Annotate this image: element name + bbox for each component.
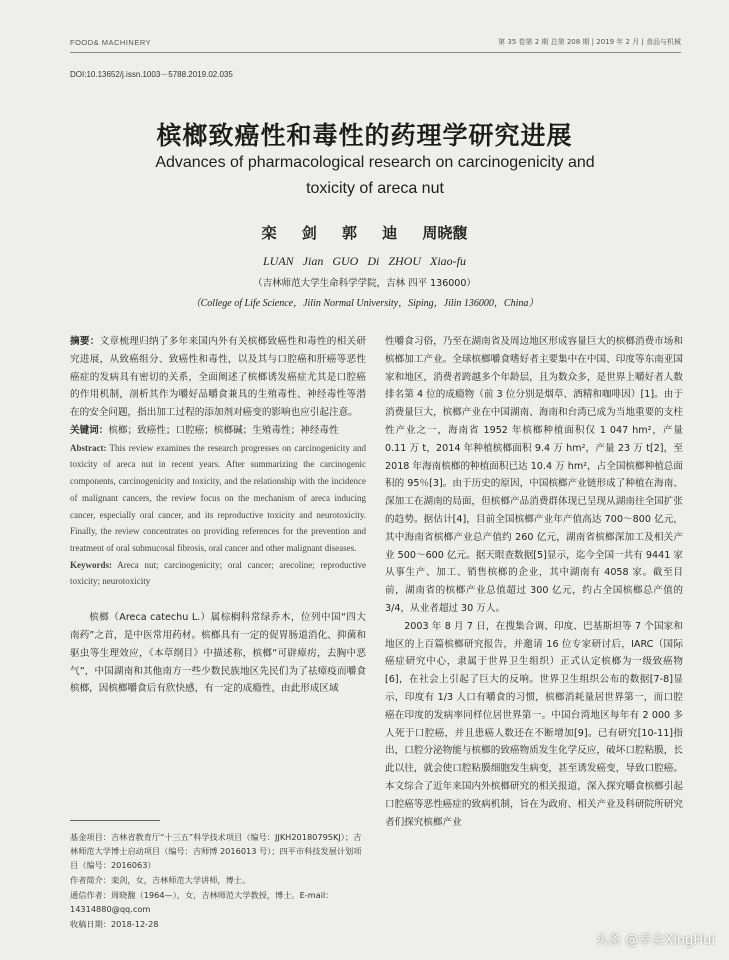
abstract-text: 文章梳理归纳了多年来国内外有关槟榔致癌性和毒性的相关研究进展，从致癌组分、致癌性和毒性，以及其与口腔癌和肝癌等恶性癌症的发病具有密切的关系，全面阐述了槟榔诱发癌症尤其是口腔癌的作用机制，剖析其作为嚼好品嚼食兼具的生殖毒性、神经毒性等潜在的安全问题，指出加工过程的添加剂对癌变的影响也应引起注意。 [70, 336, 367, 419]
journal-name: FOOD& MACHINERY [70, 37, 152, 47]
issue-info: 第 35 卷第 2 期 总第 208 期 | 2019 年 2 月 | 食品与机械 [498, 38, 681, 46]
abstract-chinese [70, 333, 366, 422]
footnote-author-bio: 作者简介：栾剑，女，吉林师范大学讲师，博士。 [70, 875, 251, 885]
title-english: Advances of pharmacological research on carcinogenicity and toxicity of areca nut [155, 154, 595, 197]
authors-chinese: 栾 剑 郭 迪 周晓馥 [261, 224, 468, 242]
abstract-english [70, 440, 366, 557]
keywords-en-text: Areca nut; carcinogenicity; oral cancer; arecoline; reproductive toxicity; neurotoxicity [70, 559, 366, 587]
keywords-text: 槟榔；致癌性；口腔癌；槟榔碱；生殖毒性；神经毒性 [108, 424, 339, 436]
footnotes [70, 830, 366, 932]
authors-english: LUAN Jian GUO Di ZHOU Xiao-fu [263, 254, 466, 268]
title-chinese: 槟榔致癌性和毒性的药理学研究进展 [156, 121, 573, 150]
body-paragraph-1: 性嚼食习俗，乃至在湖南省及周边地区形成容量巨大的槟榔消费市场和槟榔加工产业。全球槟榔嚼食嗜好者主要集中在中国、印度等东南亚国家和地区，消费者跨越多个年龄层，且为数众多，是世界上嚼好者人数排名第 4 位的成瘾物（前 3 位分别是烟草、酒精和咖啡因）[1]。由于消费量巨大，槟榔产业在中国湖南、海南和台湾已成为当地重要的支柱性产业之一，海南省 1952 年槟榔种植面积仅 1 047 hm²，产量 0.11 万 t，2014 年种植槟榔面积 9.4 万 hm²，产量 23 万 t[2]，至 2018 年海南槟榔的种植面积已达 10.4 万 hm²，占全国槟榔种植总面积的 95％[3]。由于历史的原因，中国槟榔产业链形成了种植在海南、深加工在湖南的局面，但槟榔产品消费群体现已呈现从湖南往全国扩张的趋势。据估计[4]，目前全国槟榔产业年产值高达 700～800 亿元，其中海南省槟榔产业总产值约 260 亿元，湖南省槟榔深加工及相关产业 500～600 亿元。据天眼查数据[5]显示，迄今全国一共有 9441 家从事生产、加工、销售槟榔的企业，其中湖南有 4058 家。截至目前，湖南省的槟榔产业总值超过 300 亿元，约占全国槟榔总产值的 3/4，从业者超过 30 万人。 [385, 336, 683, 614]
watermark-logo: 头条 @幸会XingHui [595, 933, 715, 948]
abstract-en-text: This review examines the research progresses on carcinogenicity and toxicity of areca nut in recent years. After summarizing the carcinogenic components, carcinogenicity and toxicity, and the relationship with the incidence of malignant cancers, the review focus on the mechanism of areca inducing cancer, especially oral cancer, and its reproductive toxicity and neurotoxicity. Finally, the review concentrates on providing references for the prevention and treatment of oral submucosal fibrosis, oral cancer and other malignant diseases. [70, 442, 367, 553]
footnote-rule [70, 820, 160, 821]
keywords-english [70, 557, 366, 590]
footnote-received: 收稿日期：2018-12-28 [70, 919, 159, 929]
keywords-chinese [70, 422, 366, 440]
right-column [385, 333, 683, 831]
footnote-corresponding: 通信作者：周晓馥（1964—），女，吉林师范大学教授，博士。E-mail：14314880@qq.com [70, 890, 334, 914]
footnote-funding: 基金项目：吉林省教育厅“十三五”科学技术项目（编号：JJKH20180795KJ）；吉林师范大学博士启动项目（编号：吉师博 2016013 号）；四平市科技发展计划项目（编号：2016063） [70, 832, 362, 870]
body-paragraph-2: 2003 年 8 月 7 日，在搜集合调、印度、巴基斯坦等 7 个国家和地区的上百篇槟榔研究报告，并邀请 16 位专家研讨后，IARC（国际癌症研究中心，隶属于世界卫生组织）正式认定槟榔为一级致癌物[6]，在社会上引起了巨大的反响。世界卫生组织公布的数据[7-8]显示，印度有 1/3 人口有嚼食的习惯，槟榔消耗量居世界第一，而口腔癌在印度的发病率同样位居世界第一。中国台湾地区每年有 2 000 多人死于口腔癌，并且患癌人数还在不断增加[9]。已有研究[10-11]指出，口腔分泌物能与槟榔的致癌物质发生化学反应，破坏口腔粘膜，长此以往，就会使口腔粘膜细胞发生病变，甚至诱发癌变，导致口腔癌。本文综合了近年来国内外槟榔研究的相关报道，深入探究嚼食槟榔引起口腔癌等恶性癌症的致病机制，旨在为政府、相关产业及科研院所研究者们探究槟榔产业 [385, 620, 683, 828]
left-column [70, 333, 366, 698]
keywords-label: 关键词： [70, 424, 109, 436]
abstract-en-label: Abstract: [70, 442, 107, 453]
affiliation-chinese: （吉林师范大学生命科学学院，吉林 四平 136000） [253, 278, 476, 289]
running-head [70, 35, 681, 49]
keywords-en-label: Keywords: [70, 559, 112, 570]
abstract-label: 摘要： [70, 336, 100, 347]
intro-paragraph: 槟榔（Areca catechu L.）属棕榈科常绿乔木，位列中国“四大南药”之首，是中医常用药材。槟榔具有一定的促胃肠道消化、抑菌和驱虫等生理效应，《本草纲目》中描述称，槟榔“可辟瘴疠，去胸中恶气”，中国湖南和其他南方一些少数民族地区先民们为了祛瘴疫而嚼食槟榔，因槟榔嚼食后有欣快感，有一定的成瘾性，由此形成区域 [70, 612, 366, 695]
header-rule [70, 52, 681, 53]
affiliation-english: （College of Life Science，Jilin Normal University，Siping，Jilin 136000，China） [190, 298, 539, 309]
doi: DOI:10.13652/j.issn.1003－5788.2019.02.035 [70, 70, 233, 79]
